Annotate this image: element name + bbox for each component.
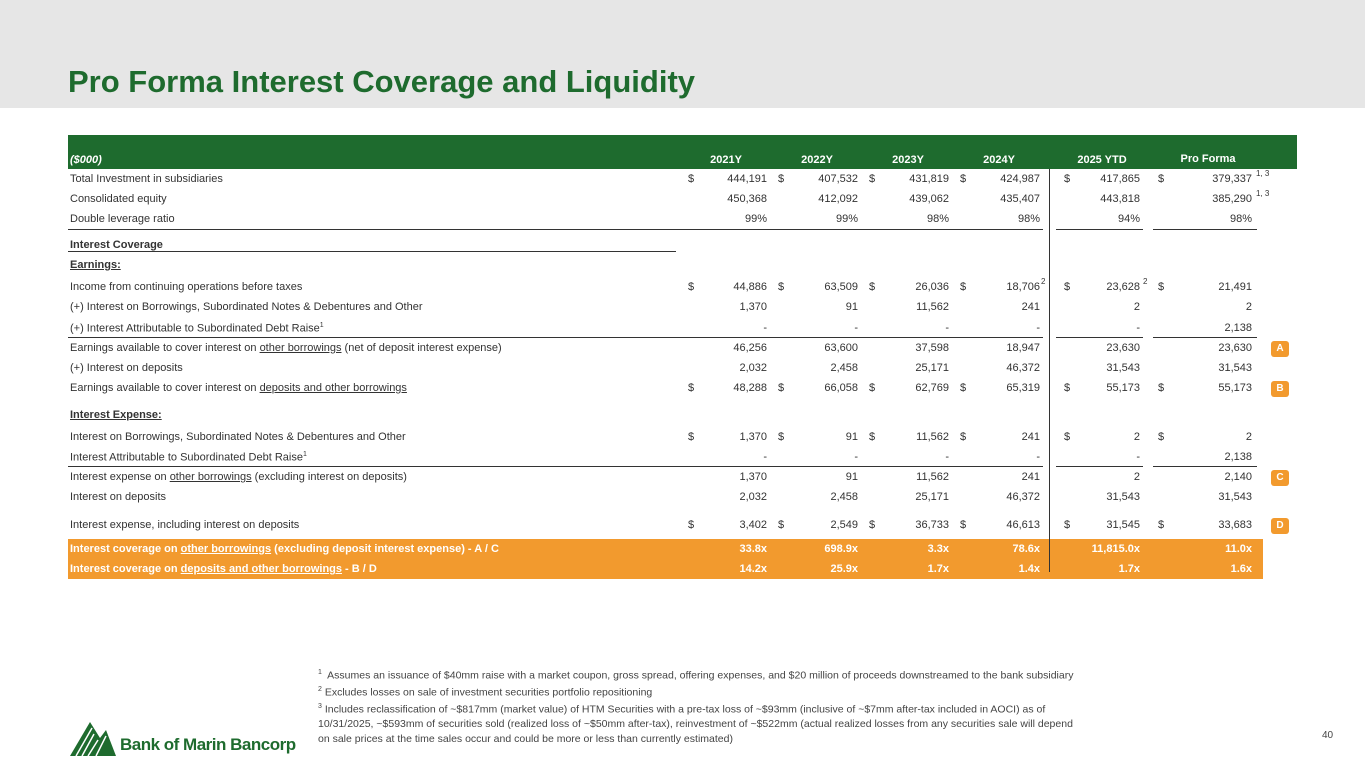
row-label: (+) Interest on deposits bbox=[70, 362, 183, 374]
tree-logo-icon bbox=[68, 718, 118, 758]
value-2022y: 63,600 bbox=[824, 342, 858, 354]
footnotes bbox=[318, 666, 1083, 746]
table-row-interest-deposits-plus bbox=[68, 358, 1297, 378]
value-2024y: 424,987 bbox=[1000, 173, 1040, 185]
table-header bbox=[68, 135, 1297, 169]
table-row-income-continuing bbox=[68, 277, 1297, 297]
value-2025-ytd: 2 bbox=[1133, 301, 1140, 313]
value-2025-ytd: 94% bbox=[1117, 213, 1140, 225]
row-label: Total Investment in subsidiaries bbox=[70, 173, 223, 185]
table-row-ie-total bbox=[68, 515, 1297, 535]
value-2025-ytd: - bbox=[1136, 451, 1140, 463]
col-2022: 2022Y bbox=[801, 154, 833, 166]
value-2023y: 1.7x bbox=[927, 563, 949, 575]
value-2021y: 46,256 bbox=[733, 342, 767, 354]
table-row-ie-other bbox=[68, 467, 1297, 487]
value-2021y: 444,191 bbox=[727, 173, 767, 185]
currency-symbol: $ bbox=[869, 281, 876, 293]
col-2025-ytd: 2025 YTD bbox=[1077, 154, 1127, 166]
row-divider bbox=[1056, 337, 1143, 338]
value-2024y: 78.6x bbox=[1012, 543, 1040, 555]
currency-symbol: $ bbox=[778, 382, 785, 394]
value-2025-ytd: 31,545 bbox=[1106, 519, 1140, 531]
currency-symbol: $ bbox=[960, 519, 967, 531]
value-2024y: - bbox=[1036, 322, 1040, 334]
currency-symbol: $ bbox=[1064, 431, 1071, 443]
row-label: Earnings available to cover interest on other borrowings (net of deposit interest expense) bbox=[70, 342, 502, 354]
row-label: Income from continuing operations before taxes bbox=[70, 281, 303, 293]
value-pro-forma: 98% bbox=[1229, 213, 1252, 225]
value-2021y: 48,288 bbox=[733, 382, 767, 394]
table-row-cov-other bbox=[68, 539, 1263, 559]
value-2022y: 2,549 bbox=[830, 519, 858, 531]
footnote-2: $^2$ Excludes losses on sale of investment securities portfolio repositioning bbox=[318, 686, 653, 699]
value-2024y: 46,613 bbox=[1006, 519, 1040, 531]
col-pro-forma: Pro Forma bbox=[1180, 153, 1236, 165]
value-2022y: 407,532 bbox=[818, 173, 858, 185]
value-2021y: 450,368 bbox=[727, 193, 767, 205]
footnote-ref: 2 bbox=[1041, 277, 1046, 286]
value-2024y: 46,372 bbox=[1006, 362, 1040, 374]
value-pro-forma: 55,173 bbox=[1218, 382, 1252, 394]
value-2022y: - bbox=[854, 451, 858, 463]
financial-table bbox=[68, 135, 1297, 575]
value-2023y: - bbox=[945, 322, 949, 334]
value-2023y: 25,171 bbox=[915, 491, 949, 503]
page-title: Pro Forma Interest Coverage and Liquidity bbox=[68, 64, 696, 99]
row-label: Interest coverage on other borrowings (excluding deposit interest expense) - A / C bbox=[70, 543, 499, 555]
value-2023y: 36,733 bbox=[915, 519, 949, 531]
currency-symbol: $ bbox=[778, 519, 785, 531]
value-2023y: 37,598 bbox=[915, 342, 949, 354]
value-pro-forma: 2 bbox=[1245, 301, 1252, 313]
table-row-earnings-deposits bbox=[68, 378, 1297, 398]
value-2024y: 435,407 bbox=[1000, 193, 1040, 205]
value-2021y: 1,370 bbox=[739, 301, 767, 313]
value-2025-ytd: 55,173 bbox=[1106, 382, 1140, 394]
logo-text: Bank of Marin Bancorp bbox=[120, 735, 296, 754]
value-2022y: 2,458 bbox=[830, 362, 858, 374]
row-label: Double leverage ratio bbox=[70, 213, 175, 225]
currency-symbol: $ bbox=[778, 281, 785, 293]
table-row-ie-deposits bbox=[68, 487, 1297, 507]
value-2024y: 18,706 bbox=[1006, 281, 1040, 293]
table-row-earnings-other bbox=[68, 338, 1297, 358]
row-label: Interest Attributable to Subordinated Debt Raise$^1$ bbox=[70, 451, 307, 464]
value-2024y: 65,319 bbox=[1006, 382, 1040, 394]
currency-symbol: $ bbox=[778, 173, 785, 185]
table-row-interest-borrowings bbox=[68, 297, 1297, 317]
footnote-ref: 2 bbox=[1143, 277, 1148, 286]
unit-label: ($000) bbox=[70, 154, 102, 166]
row-divider bbox=[1056, 229, 1143, 230]
footnote-3: $^3$ Includes reclassification of ~$817mm (market value) of HTM Securities with a pre-tax loss of ~$93mm (inclusive of ~$7mm after-tax included in AOCI) as of 10/31/2025, ~$593mm of securities sold (realized loss of ~$50mm after-tax), reinvestment of ~$522mm (actual realized losses from any securities sale will depend on sale prices at the time sales occur and could be more or less than currently estimated) bbox=[318, 703, 1073, 745]
value-2021y: - bbox=[763, 322, 767, 334]
value-2022y: 91 bbox=[845, 431, 858, 443]
currency-symbol: $ bbox=[1158, 173, 1165, 185]
row-label: Interest Coverage bbox=[70, 239, 163, 251]
row-label: Interest expense on other borrowings (excluding interest on deposits) bbox=[70, 471, 407, 483]
currency-symbol: $ bbox=[1158, 519, 1165, 531]
value-2021y: 14.2x bbox=[739, 563, 767, 575]
table-row-double-leverage bbox=[68, 209, 1297, 229]
badge-c: C bbox=[1271, 470, 1289, 486]
value-pro-forma: 385,290 bbox=[1212, 193, 1252, 205]
col-2023: 2023Y bbox=[892, 154, 924, 166]
row-label: Interest coverage on deposits and other borrowings - B / D bbox=[70, 563, 377, 575]
row-label: (+) Interest Attributable to Subordinated Debt Raise$^1$ bbox=[70, 322, 324, 335]
value-2023y: 11,562 bbox=[916, 301, 949, 313]
table-row-interest-coverage-heading bbox=[68, 235, 1297, 255]
value-2025-ytd: 1.7x bbox=[1118, 563, 1140, 575]
value-2023y: 26,036 bbox=[915, 281, 949, 293]
currency-symbol: $ bbox=[688, 431, 695, 443]
bank-logo bbox=[68, 718, 296, 758]
currency-symbol: $ bbox=[869, 519, 876, 531]
row-label: Interest expense, including interest on deposits bbox=[70, 519, 300, 531]
currency-symbol: $ bbox=[688, 519, 695, 531]
value-2022y: 63,509 bbox=[824, 281, 858, 293]
value-2021y: 1,370 bbox=[739, 431, 767, 443]
value-2024y: 46,372 bbox=[1006, 491, 1040, 503]
row-label: Interest on deposits bbox=[70, 491, 167, 503]
value-2025-ytd: 23,628 bbox=[1106, 281, 1140, 293]
value-pro-forma: 33,683 bbox=[1218, 519, 1252, 531]
row-label: Interest on Borrowings, Subordinated Notes & Debentures and Other bbox=[70, 431, 406, 443]
value-pro-forma: 23,630 bbox=[1218, 342, 1252, 354]
value-2023y: 25,171 bbox=[915, 362, 949, 374]
currency-symbol: $ bbox=[960, 281, 967, 293]
value-pro-forma: 31,543 bbox=[1218, 362, 1252, 374]
value-2024y: 98% bbox=[1017, 213, 1040, 225]
value-2021y: 44,886 bbox=[733, 281, 767, 293]
badge-b: B bbox=[1271, 381, 1289, 397]
row-label: Interest Expense: bbox=[70, 409, 162, 421]
value-2025-ytd: 31,543 bbox=[1106, 362, 1140, 374]
table-row-cov-deposits bbox=[68, 559, 1263, 579]
row-divider bbox=[1153, 466, 1257, 467]
col-2021: 2021Y bbox=[710, 154, 742, 166]
row-divider bbox=[1056, 466, 1143, 467]
value-pro-forma: 2 bbox=[1245, 431, 1252, 443]
value-2024y: - bbox=[1036, 451, 1040, 463]
value-pro-forma: 21,491 bbox=[1218, 281, 1252, 293]
value-2022y: 91 bbox=[845, 471, 858, 483]
currency-symbol: $ bbox=[688, 382, 695, 394]
table-row-earnings-heading bbox=[68, 255, 1297, 275]
currency-symbol: $ bbox=[688, 173, 695, 185]
value-pro-forma: 2,138 bbox=[1224, 451, 1252, 463]
value-2024y: 241 bbox=[1021, 471, 1040, 483]
value-2022y: 99% bbox=[835, 213, 858, 225]
value-2022y: 91 bbox=[845, 301, 858, 313]
row-divider bbox=[68, 466, 1043, 467]
value-2022y: - bbox=[854, 322, 858, 334]
value-2025-ytd: 2 bbox=[1133, 431, 1140, 443]
column-divider bbox=[1049, 169, 1050, 572]
row-divider bbox=[68, 337, 1043, 338]
value-2023y: 11,562 bbox=[916, 471, 949, 483]
value-pro-forma: 31,543 bbox=[1218, 491, 1252, 503]
table-row-ie-borrowings bbox=[68, 427, 1297, 447]
table-row-interest-expense-heading bbox=[68, 405, 1297, 425]
value-2024y: 241 bbox=[1021, 431, 1040, 443]
value-2025-ytd: 31,543 bbox=[1106, 491, 1140, 503]
value-2025-ytd: 2 bbox=[1133, 471, 1140, 483]
currency-symbol: $ bbox=[869, 173, 876, 185]
badge-a: A bbox=[1271, 341, 1289, 357]
value-2023y: 11,562 bbox=[916, 431, 949, 443]
value-2021y: - bbox=[763, 451, 767, 463]
value-2024y: 241 bbox=[1021, 301, 1040, 313]
value-2021y: 3,402 bbox=[739, 519, 767, 531]
footnote-1: $^1$ Assumes an issuance of $40mm raise with a market coupon, gross spread, offering expenses, and $20 million of proceeds downstreamed to the bank subsidiary bbox=[318, 669, 1074, 682]
value-2022y: 698.9x bbox=[824, 543, 858, 555]
currency-symbol: $ bbox=[1064, 519, 1071, 531]
value-2022y: 66,058 bbox=[824, 382, 858, 394]
value-2024y: 1.4x bbox=[1018, 563, 1040, 575]
value-2023y: 3.3x bbox=[927, 543, 949, 555]
row-divider bbox=[68, 229, 1043, 230]
value-2023y: 431,819 bbox=[909, 173, 949, 185]
row-label: Earnings: bbox=[70, 259, 121, 271]
value-2023y: 98% bbox=[926, 213, 949, 225]
badge-d: D bbox=[1271, 518, 1289, 534]
footnote-ref: 1, 3 bbox=[1256, 169, 1270, 178]
value-2021y: 2,032 bbox=[739, 362, 767, 374]
currency-symbol: $ bbox=[960, 173, 967, 185]
row-divider bbox=[1153, 337, 1257, 338]
row-divider bbox=[1153, 229, 1257, 230]
value-2023y: - bbox=[945, 451, 949, 463]
value-2021y: 33.8x bbox=[739, 543, 767, 555]
value-2022y: 2,458 bbox=[830, 491, 858, 503]
currency-symbol: $ bbox=[1064, 173, 1071, 185]
value-2025-ytd: 23,630 bbox=[1106, 342, 1140, 354]
value-2022y: 412,092 bbox=[818, 193, 858, 205]
value-2024y: 18,947 bbox=[1006, 342, 1040, 354]
value-2025-ytd: - bbox=[1136, 322, 1140, 334]
value-pro-forma: 2,138 bbox=[1224, 322, 1252, 334]
row-divider bbox=[68, 251, 676, 252]
value-2023y: 62,769 bbox=[915, 382, 949, 394]
col-2024: 2024Y bbox=[983, 154, 1015, 166]
value-2025-ytd: 443,818 bbox=[1100, 193, 1140, 205]
page-number: 40 bbox=[1322, 730, 1334, 741]
value-2021y: 99% bbox=[744, 213, 767, 225]
row-label: (+) Interest on Borrowings, Subordinated Notes & Debentures and Other bbox=[70, 301, 423, 313]
currency-symbol: $ bbox=[688, 281, 695, 293]
currency-symbol: $ bbox=[1064, 382, 1071, 394]
table-row-total-investment bbox=[68, 169, 1297, 189]
value-2025-ytd: 11,815.0x bbox=[1091, 543, 1140, 555]
value-2023y: 439,062 bbox=[909, 193, 949, 205]
footnote-ref: 1, 3 bbox=[1256, 189, 1270, 198]
value-2022y: 25.9x bbox=[830, 563, 858, 575]
value-2025-ytd: 417,865 bbox=[1100, 173, 1140, 185]
table-row-consolidated-equity bbox=[68, 189, 1297, 209]
row-label: Earnings available to cover interest on deposits and other borrowings bbox=[70, 382, 407, 394]
currency-symbol: $ bbox=[1158, 382, 1165, 394]
table-row-interest-sub-debt bbox=[68, 318, 1297, 338]
value-pro-forma: 2,140 bbox=[1224, 471, 1252, 483]
currency-symbol: $ bbox=[960, 431, 967, 443]
value-pro-forma: 11.0x bbox=[1225, 543, 1252, 555]
value-2021y: 2,032 bbox=[739, 491, 767, 503]
value-pro-forma: 1.6x bbox=[1230, 563, 1252, 575]
currency-symbol: $ bbox=[1158, 281, 1165, 293]
currency-symbol: $ bbox=[869, 431, 876, 443]
value-pro-forma: 379,337 bbox=[1212, 173, 1252, 185]
currency-symbol: $ bbox=[960, 382, 967, 394]
currency-symbol: $ bbox=[869, 382, 876, 394]
row-label: Consolidated equity bbox=[70, 193, 167, 205]
currency-symbol: $ bbox=[1158, 431, 1165, 443]
currency-symbol: $ bbox=[1064, 281, 1071, 293]
currency-symbol: $ bbox=[778, 431, 785, 443]
value-2021y: 1,370 bbox=[739, 471, 767, 483]
table-row-ie-sub-debt bbox=[68, 447, 1297, 467]
